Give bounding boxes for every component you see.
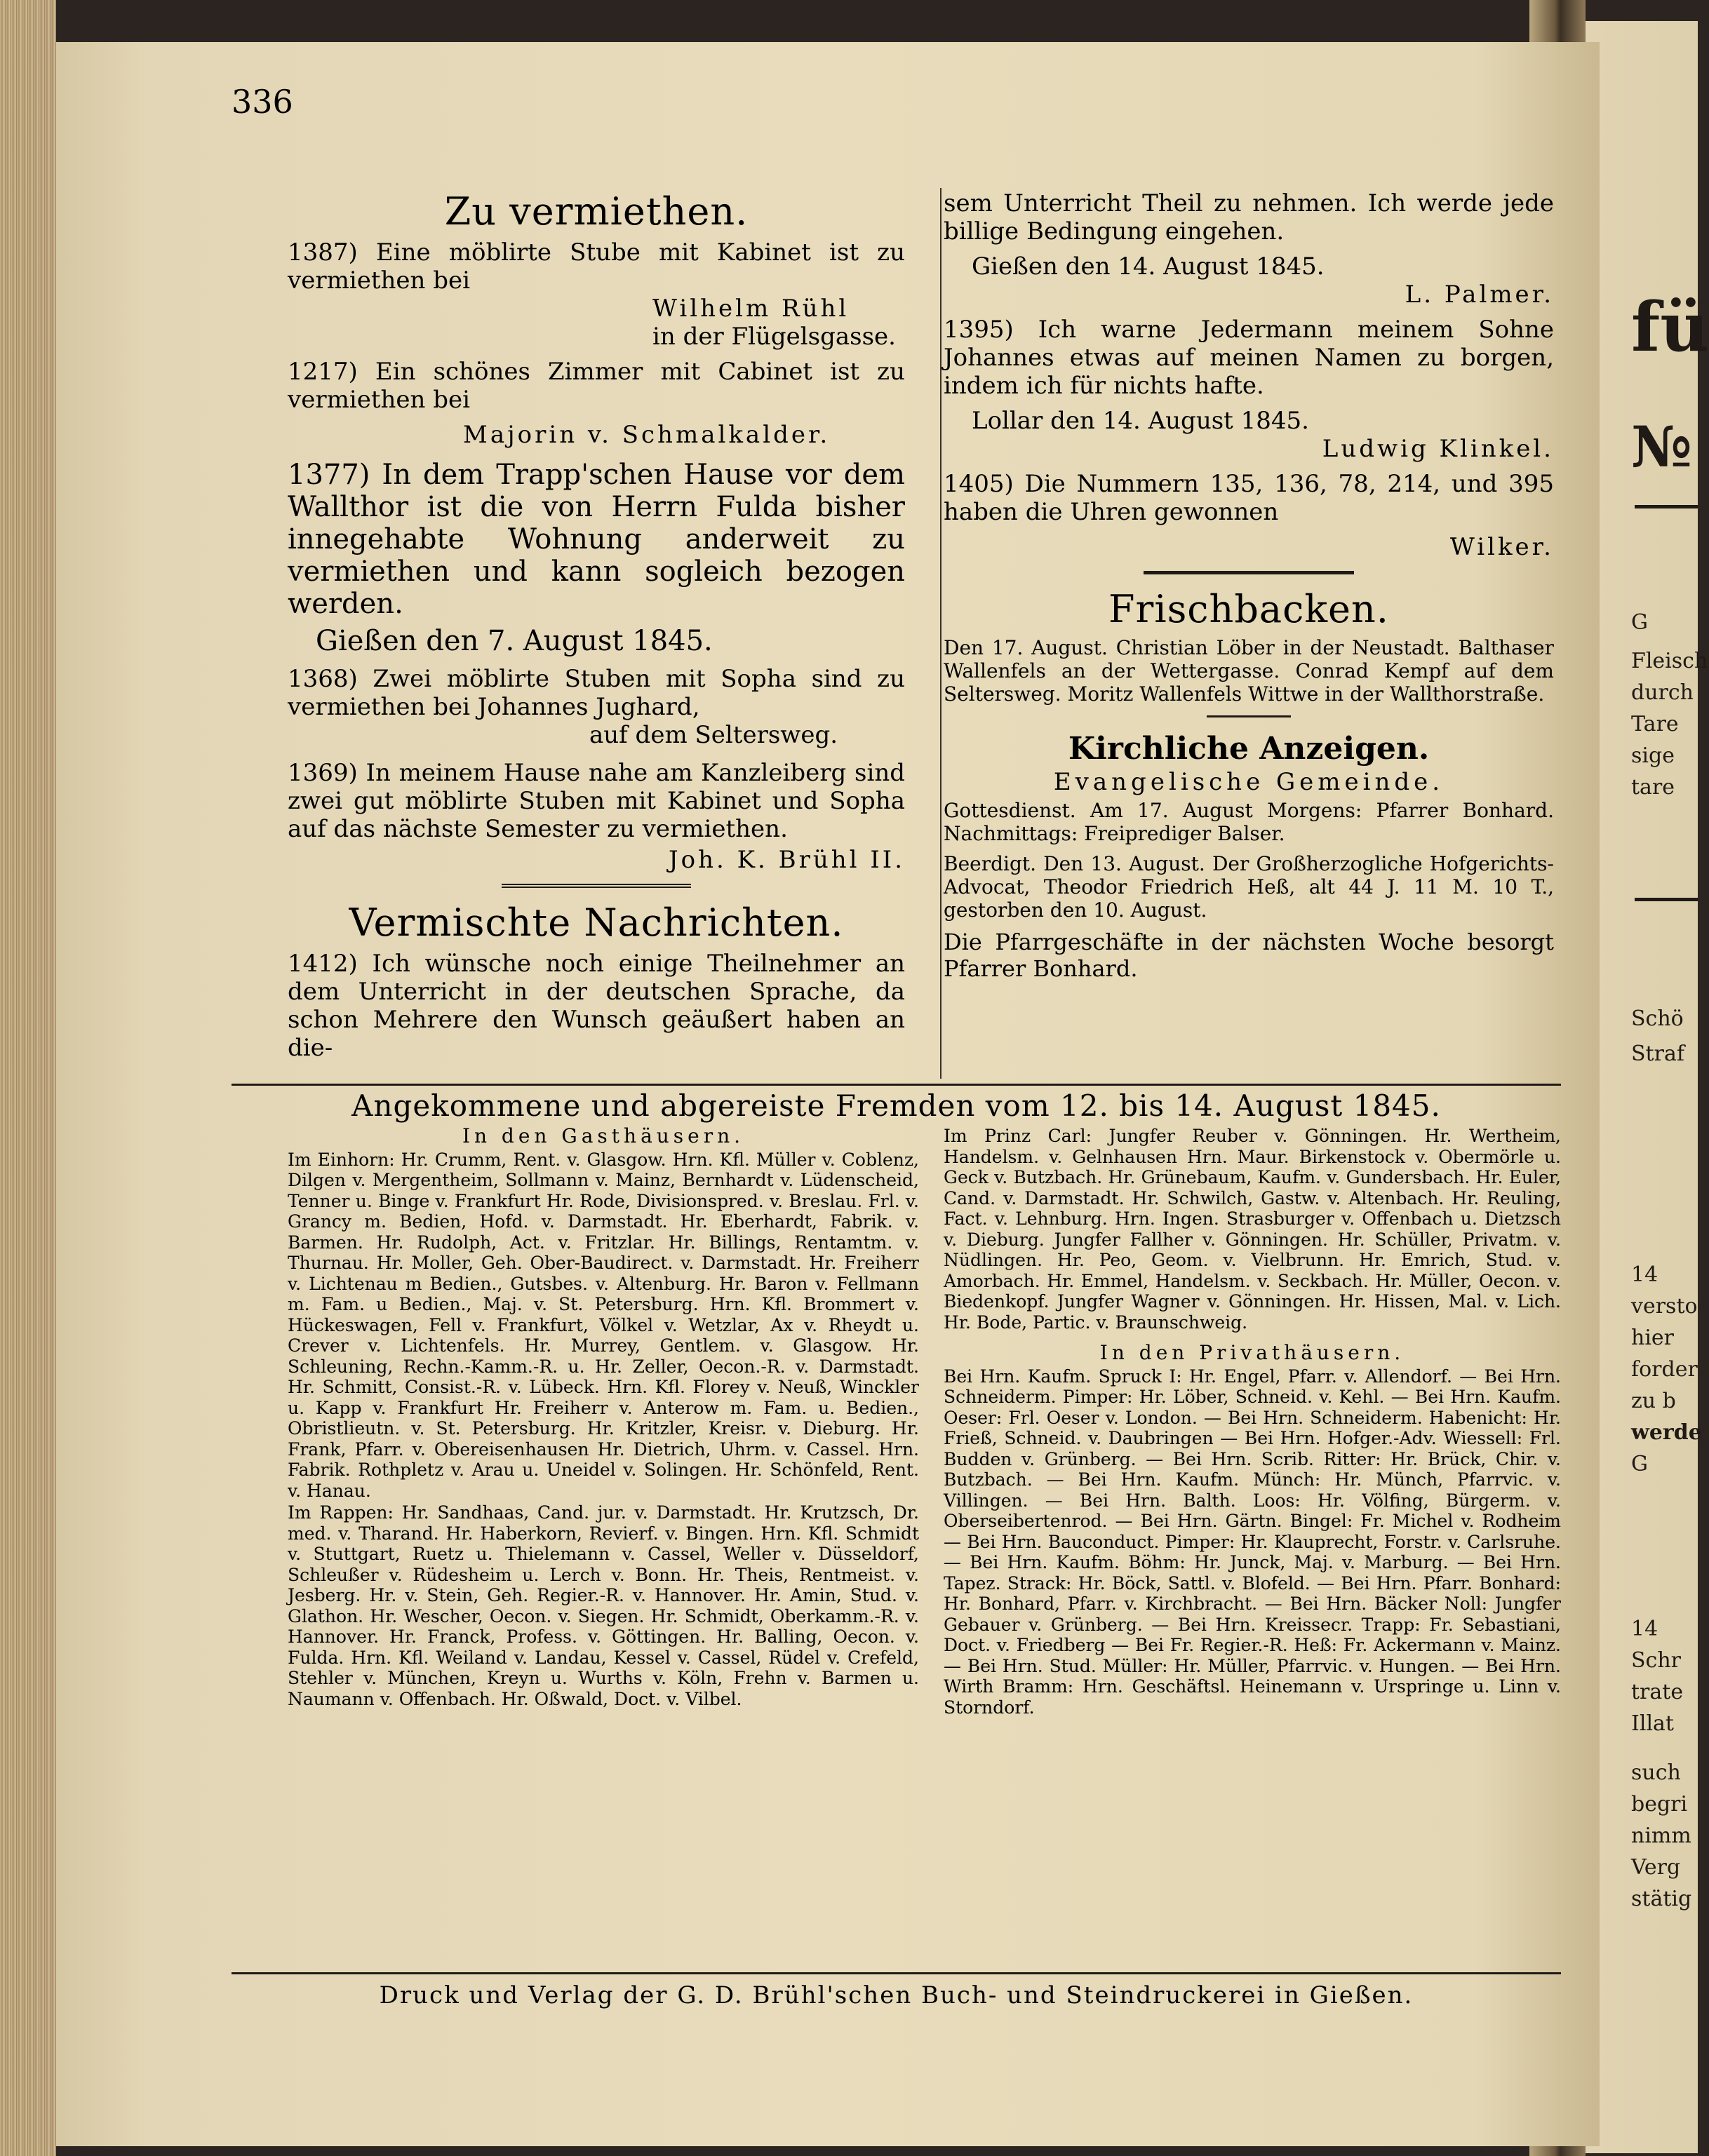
facing-line: nimm (1631, 1824, 1691, 1848)
ad-1217: 1217) Ein schönes Zimmer mit Cabinet ist zu vermiethen bei (288, 358, 905, 414)
facing-line: hier (1631, 1326, 1675, 1350)
facing-line: stätig (1631, 1887, 1692, 1911)
facing-line: № (1631, 414, 1692, 480)
ad-1412-signature: L. Palmer. (1405, 281, 1554, 309)
arrivals-private: Bei Hrn. Kaufm. Spruck I: Hr. Engel, Pfarr. v. Allendorf. — Bei Hrn. Schneiderm. Pimper: Hr. Löber, Schneid. v. Kehl. — Bei Hrn. Kaufm. Oeser: Frl. Oeser v. London. — Bei Hrn. Schneiderm. Habenicht: Hr. Frieß, Schneid. v. Daubringen — Bei Hrn. Hofger.-Adv. Wiessell: Frl. Budden v. Grünberg. — Bei Hrn. Scrib. Ritter: Hr. Brück, Chir. v. Butzbach. — Bei Hrn. Kaufm. Münch: Hr. Münch, Pfarrvic. v. Villingen. — Bei Hrn. Balth. Loos: Hr. Völfing, Bürgerm. v. Oberseibertenrod. — Bei Hrn. Gärtn. Bingel: Fr. Michel v. Rodheim — Bei Hrn. Bauconduct. Pimper: Hr. Klauprecht, Forstr. v. Carlsruhe. — Bei Hrn. Kaufm. Böhm: Hr. Junck, Maj. v. Marburg. — Bei Hrn. Tapez. Strack: Hr. Böck, Sattl. v. Blofeld. — Bei Hrn. Pfarr. Bonhard: Hr. Bonhard, Pfarr. v. Kirchbracht. — Bei Hrn. Bäcker Noll: Jungfer Gebauer v. Grünberg. — Bei Hrn. Kreissecr. Trapp: Fr. Sebastiani, Doct. v. Friedberg — Bei Fr. Regier.-R. Heß: Fr. Ackermann v. Mainz. — Bei Hrn. Stud. Müller: Hr. Müller, Pfarrvic. v. Hungen. — Bei Hrn. Wirth Bramm: Hrn. Geschäftsl. Heinemann v. Urspringe u. Linn v. Storndorf. (944, 1366, 1561, 1718)
ad-1395-date: Lollar den 14. August 1845. (972, 407, 1309, 435)
ad-1387-signature: Wilhelm Rühl (652, 295, 850, 323)
facing-line: tare (1631, 775, 1675, 800)
facing-line: sige (1631, 743, 1675, 768)
facing-line: forder (1631, 1357, 1698, 1382)
arrivals-rappen: Im Rappen: Hr. Sandhaas, Cand. jur. v. Darmstadt. Hr. Krutzsch, Dr. med. v. Tharand. Hr. Haberkorn, Revierf. v. Bingen. Hrn. Kfl. Schmidt v. Stuttgart, Ruetz u. Thielemann v. Cassel, Weller v. Düsseldorf, Schleußer v. Rüdesheim u. Lerch v. Bonn. Hr. Theis, Rentmeist. v. Jesberg. Hr. v. Stein, Geh. Regier.-R. v. Hannover. Hr. Amin, Stud. v. Glathon. Hr. Wescher, Oecon. v. Siegen. Hr. Schmidt, Oberkamm.-R. v. Hannover. Hr. Franck, Profess. v. Göttingen. Hr. Balling, Oecon. v. Fulda. Hrn. Kfl. Weiland v. Landau, Kessel v. Cassel, Rüdel v. Crefeld, Stehler v. München, Kreyn u. Wurths v. Köln, Frehn v. Barmen u. Naumann v. Offenbach. Hr. Oßwald, Doct. v. Vilbel. (288, 1502, 919, 1709)
facing-line: Straf (1631, 1042, 1684, 1066)
facing-line: begri (1631, 1792, 1688, 1817)
facing-line: Schr (1631, 1648, 1682, 1673)
ad-1405: 1405) Die Nummern 135, 136, 78, 214, und 395 haben die Uhren gewonnen (944, 470, 1554, 526)
ad-1217-signature: Majorin v. Schmalkalder. (463, 421, 831, 449)
facing-line: such (1631, 1760, 1681, 1785)
facing-line: Tare (1631, 712, 1679, 736)
page-number: 336 (232, 83, 293, 121)
left-column (288, 189, 905, 1069)
facing-line: G (1631, 1452, 1648, 1476)
facing-line: versto (1631, 1294, 1698, 1319)
bake-list: Den 17. August. Christian Löber in der Neustadt. Balthaser Wallenfels an der Wettergasse. Conrad Kempf auf dem Seltersweg. Moritz Wallenfels Wittwe in der Wallthorstraße. (944, 636, 1554, 706)
arrivals-rule-top (232, 1084, 1561, 1086)
page-stack-edge (0, 0, 56, 2156)
ad-1412-continued: sem Unterricht Theil zu nehmen. Ich werde jede billige Bedingung eingehen. (944, 189, 1554, 245)
arrivals-right (944, 1126, 1561, 1719)
right-column (944, 189, 1554, 989)
ad-1368-address: auf dem Seltersweg. (589, 721, 838, 749)
ad-1405-signature: Wilker. (1449, 533, 1554, 561)
facing-line: G (1631, 610, 1648, 635)
ad-1395: 1395) Ich warne Jedermann meinem Sohne Johannes etwas auf meinen Namen zu borgen, indem ich für nichts hafte. (944, 316, 1554, 400)
section-divider (1144, 571, 1354, 574)
church-subheading: Evangelische Gemeinde. (1053, 768, 1445, 796)
ad-1387-address: in der Flügelsgasse. (652, 323, 896, 351)
heading-church: Kirchliche Anzeigen. (1068, 731, 1430, 767)
facing-line: werde (1631, 1420, 1702, 1445)
arrivals-title: Angekommene und abgereiste Fremden vom 12. bis 14. August 1845. (351, 1089, 1441, 1123)
arrivals-prinz-carl: Im Prinz Carl: Jungfer Reuber v. Gönningen. Hr. Wertheim, Handelsm. v. Gelnhausen Hrn. Maur. Birkenstock v. Obermörle u. Geck v. Butzbach. Hr. Grünebaum, Kaufm. v. Gundersbach. Hr. Euler, Cand. v. Darmstadt. Hr. Schwilch, Gastw. v. Altenbach. Hr. Reuling, Fact. v. Lehnburg. Hrn. Ingen. Strasburger v. Offenbach u. Dietzsch v. Dieburg. Jungfer Fallher v. Gönningen. Hr. Schüller, Privatm. v. Nüdlingen. Hr. Peo, Geom. v. Vielbrunn. Hr. Emrich, Stud. v. Amorbach. Hr. Emmel, Handelsm. v. Seckbach. Hr. Müller, Oecon. v. Biedenkopf. Jungfer Wagner v. Gönningen. Hr. Hissen, Mal. v. Lich. Hr. Bode, Partic. v. Braunschweig. (944, 1126, 1561, 1333)
facing-line: durch (1631, 680, 1694, 705)
arrivals-einhorn: Im Einhorn: Hr. Crumm, Rent. v. Glasgow. Hrn. Kfl. Müller v. Coblenz, Dilgen v. Mergentheim, Sollmann v. Mainz, Bernhardt v. Lüdenscheid, Tenner u. Binge v. Frankfurt Hr. Rode, Divisionspred. v. Breslau. Frl. v. Grancy m. Bedien, Hofd. v. Darmstadt. Hr. Eberhardt, Fabrik. v. Barmen. Hr. Rudolph, Act. v. Fritzlar. Hr. Billings, Rentamtm. v. Thurnau. Hr. Moller, Geh. Ober-Baudirect. v. Darmstadt. Hr. Freiherr v. Lichtenau m Bedien., Gutsbes. v. Altenburg. Hr. Baron v. Fellmann m. Fam. u Bedien., Maj. v. St. Petersburg. Hrn. Kfl. Brommert v. Hückeswagen, Fell v. Frankfurt, Völkel v. Wetzlar, Ax v. Rheydt u. Crever v. Lichtenfels. Hr. Murrey, Gentlem. v. Glasgow. Hr. Schleuning, Rechn.-Kamm.-R. u. Hr. Zeller, Oecon.-R. v. Darmstadt. Hr. Schmitt, Consist.-R. v. Lübeck. Hrn. Kfl. Florey v. Neuß, Winckler u. Kapp v. Frankfurt Hr. Freiherr v. Anterow m. Fam. u. Bedien., Obristlieutn. v. St. Petersburg. Hr. Kritzler, Kreisr. v. Dieburg. Hr. Frank, Pfarr. v. Obereisenhausen Hr. Dietrich, Uhrm. v. Cassel. Hrn. Fabrik. Rothpletz v. Arau u. Uneidel v. Solingen. Hr. Schönfeld, Rent. v. Hanau. (288, 1149, 919, 1501)
facing-rule (1635, 505, 1698, 508)
ad-1369: 1369) In meinem Hause nahe am Kanzleiberg sind zwei gut möblirte Stuben mit Kabinet und Sopha auf das nächste Semester zu vermiethen. (288, 759, 905, 843)
facing-line: Fleisch (1631, 649, 1708, 673)
section-divider (1207, 715, 1291, 717)
church-burial: Beerdigt. Den 13. August. Der Großherzogliche Hofgerichts-Advocat, Theodor Friedrich Heß, alt 44 J. 11 M. 10 T., gestorben den 10. August. (944, 852, 1554, 922)
heading-misc: Vermischte Nachrichten. (349, 901, 844, 945)
church-service: Gottesdienst. Am 17. August Morgens: Pfarrer Bonhard. Nachmittags: Freiprediger Balser. (944, 799, 1554, 845)
ad-1368: 1368) Zwei möblirte Stuben mit Sopha sind zu vermiethen bei Johannes Jughard, (288, 665, 905, 721)
arrivals-private-heading: In den Privathäusern. (1099, 1341, 1405, 1364)
ad-1412-date: Gießen den 14. August 1845. (972, 252, 1325, 281)
ad-1369-signature: Joh. K. Brühl II. (668, 846, 905, 874)
footer-rule (232, 1972, 1561, 1974)
column-divider (940, 188, 941, 1079)
facing-line: 14 (1631, 1617, 1658, 1641)
facing-line: zu b (1631, 1389, 1676, 1413)
ad-1377: 1377) In dem Trapp'schen Hause vor dem Wallthor ist die von Herrn Fulda bisher innegehabte Wohnung anderweit zu vermiethen und kann sogleich bezogen werden. (288, 459, 905, 620)
ad-1377-date: Gießen den 7. August 1845. (316, 625, 713, 657)
church-duties: Die Pfarrgeschäfte in der nächsten Woche besorgt Pfarrer Bonhard. (944, 929, 1554, 982)
facing-line: Illat (1631, 1711, 1674, 1736)
facing-line: 14 (1631, 1262, 1658, 1287)
heading-rent: Zu vermiethen. (444, 189, 749, 234)
section-divider (502, 884, 691, 888)
arrivals-inns-heading: In den Gasthäusern. (462, 1124, 745, 1147)
ad-1395-signature: Ludwig Klinkel. (1322, 435, 1554, 463)
facing-line: fü (1631, 288, 1709, 367)
facing-line: trate (1631, 1680, 1684, 1704)
ad-1387: 1387) Eine möblirte Stube mit Kabinet ist zu vermiethen bei (288, 238, 905, 295)
printer-imprint: Druck und Verlag der G. D. Brühl'schen Buch- und Steindruckerei in Gießen. (379, 1981, 1414, 2009)
facing-rule (1635, 898, 1698, 901)
facing-line: Verg (1631, 1855, 1681, 1880)
heading-bake: Frischbacken. (1108, 587, 1389, 631)
facing-page (1586, 21, 1709, 2153)
arrivals-left (288, 1126, 919, 1711)
ad-1412: 1412) Ich wünsche noch einige Theilnehmer an dem Unterricht in der deutschen Sprache, da schon Mehrere den Wunsch geäußert haben an die- (288, 950, 905, 1062)
facing-line: Schö (1631, 1006, 1684, 1031)
